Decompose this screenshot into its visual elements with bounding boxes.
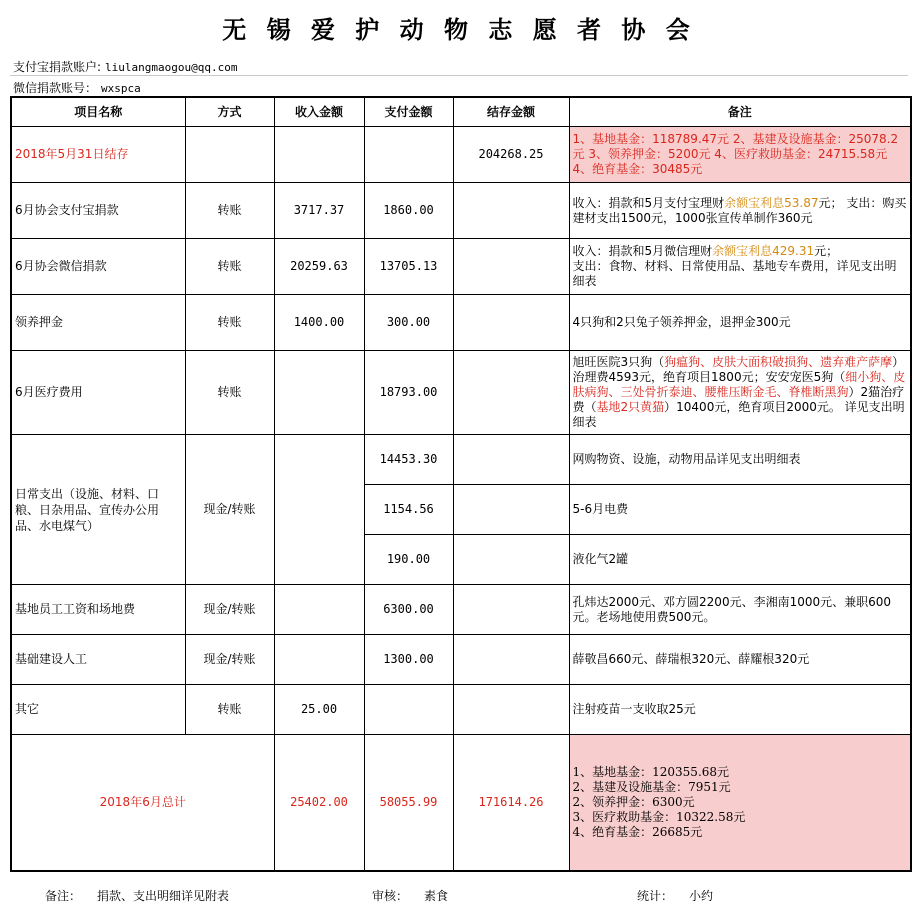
row-expense: 13705.13	[364, 239, 453, 295]
row-note: 5-6月电费	[569, 485, 911, 535]
row-income: 25.00	[274, 685, 364, 735]
row-method: 转账	[185, 239, 274, 295]
header-method: 方式	[185, 97, 274, 127]
row-expense	[364, 685, 453, 735]
row-note: 薛敬昌660元、薛瑞根320元、薛耀根320元	[569, 635, 911, 685]
row-balance	[453, 535, 569, 585]
page-title: 无 锡 爱 护 动 物 志 愿 者 协 会	[222, 15, 696, 44]
row-expense: 300.00	[364, 295, 453, 351]
row-income: 3717.37	[274, 183, 364, 239]
row-name: 领养押金	[11, 295, 185, 351]
footer-note-label: 备注：	[45, 889, 82, 903]
row-balance	[453, 485, 569, 535]
row-name: 其它	[11, 685, 185, 735]
note-text: 收入：捐款和5月微信理财	[572, 244, 713, 258]
header-note: 备注	[569, 97, 911, 127]
note-highlight: 细小狗、皮肤病狗、三处骨折泰迪、腰椎压断金毛、脊椎断黑狗	[572, 370, 906, 399]
row-expense: 1860.00	[364, 183, 453, 239]
finance-table	[10, 96, 912, 872]
row-method	[185, 127, 274, 183]
row-name: 基地员工工资和场地费	[11, 585, 185, 635]
row-expense: 1154.56	[364, 485, 453, 535]
row-balance	[453, 685, 569, 735]
row-method: 转账	[185, 351, 274, 435]
row-expense: 14453.30	[364, 435, 453, 485]
row-name: 6月医疗费用	[11, 351, 185, 435]
row-note: 网购物资、设施，动物用品详见支出明细表	[569, 435, 911, 485]
footer-audit-value: 素食	[424, 889, 449, 903]
footer-audit	[372, 887, 448, 904]
footer-note-value: 捐款、支出明细详见附表	[97, 889, 230, 903]
note-text: 旭旺医院3只狗（	[572, 355, 665, 369]
row-income: 1400.00	[274, 295, 364, 351]
note-highlight: 狗瘟狗、皮肤大面积破损狗、遗弃难产萨摩	[664, 355, 893, 369]
row-income	[274, 351, 364, 435]
row-income	[274, 127, 364, 183]
footer-note	[45, 887, 229, 904]
row-note: 1、基地基金：118789.47元 2、基建及设施基金：25078.2元 3、领养押金：5200元 4、医疗救助基金：24715.58元 4、绝育基金：30485元	[569, 127, 911, 183]
row-name: 2018年5月31日结存	[11, 127, 185, 183]
summary-expense: 58055.99	[364, 735, 453, 871]
row-income	[274, 435, 364, 585]
row-expense	[364, 127, 453, 183]
row-method: 转账	[185, 685, 274, 735]
wechat-account	[13, 79, 141, 96]
row-name: 日常支出（设施、材料、口粮、日杂用品、宣传办公用品、水电煤气）	[11, 435, 185, 585]
row-method: 转账	[185, 183, 274, 239]
summary-name: 2018年6月总计	[11, 735, 274, 871]
header-balance: 结存金额	[453, 97, 569, 127]
table-row	[11, 585, 911, 635]
row-note	[569, 351, 911, 435]
row-expense: 1300.00	[364, 635, 453, 685]
row-expense: 6300.00	[364, 585, 453, 635]
row-note: 液化气2罐	[569, 535, 911, 585]
row-method: 现金/转账	[185, 585, 274, 635]
row-balance	[453, 239, 569, 295]
row-note: 注射疫苗一支收取25元	[569, 685, 911, 735]
row-name: 6月协会支付宝捐款	[11, 183, 185, 239]
row-method: 转账	[185, 295, 274, 351]
alipay-value: liulangmaogou@qq.com	[105, 61, 238, 74]
header-income: 收入金额	[274, 97, 364, 127]
row-method: 现金/转账	[185, 635, 274, 685]
table-row	[11, 295, 911, 351]
row-name: 6月协会微信捐款	[11, 239, 185, 295]
header-expense: 支付金额	[364, 97, 453, 127]
note-text: 收入：捐款和5月支付宝理财	[572, 195, 725, 210]
row-balance	[453, 295, 569, 351]
row-balance	[453, 585, 569, 635]
table-row	[11, 351, 911, 435]
table-row	[11, 239, 911, 295]
footer-stat-label: 统计：	[637, 889, 674, 903]
row-balance	[453, 183, 569, 239]
footer-stat	[637, 887, 713, 904]
table-row	[11, 635, 911, 685]
summary-line: 3、医疗救助基金：10322.58元	[572, 809, 746, 824]
row-note: 孔炜达2000元、邓方圆2200元、李湘南1000元、兼职600元。老场地使用费500元。	[569, 585, 911, 635]
row-note	[569, 239, 911, 295]
summary-note	[569, 735, 911, 871]
footer-stat-value: 小约	[689, 889, 714, 903]
note-highlight: 基地2只黄猫	[596, 400, 665, 414]
row-method: 现金/转账	[185, 435, 274, 585]
summary-line: 2、基建及设施基金：7951元	[572, 779, 731, 794]
note-highlight: 余额宝利息429.31	[712, 244, 815, 258]
note-text: ）治理费4593元，绝育项目1800元；安安宠医5狗（	[572, 355, 905, 384]
row-income: 20259.63	[274, 239, 364, 295]
table-row	[11, 127, 911, 183]
header-item: 项目名称	[11, 97, 185, 127]
summary-line: 1、基地基金：120355.68元	[572, 764, 730, 779]
summary-line: 2、领养押金：6300元	[572, 794, 695, 809]
note-highlight: 余额宝利息53.87	[724, 195, 819, 210]
row-name: 基础建设人工	[11, 635, 185, 685]
header-row	[11, 97, 911, 127]
row-note: 4只狗和2只兔子领养押金，退押金300元	[569, 295, 911, 351]
alipay-account	[13, 58, 238, 75]
table-row	[11, 685, 911, 735]
row-expense: 18793.00	[364, 351, 453, 435]
row-income	[274, 635, 364, 685]
alipay-label: 支付宝捐款账户:	[13, 60, 102, 74]
row-note	[569, 183, 911, 239]
row-balance	[453, 351, 569, 435]
summary-income: 25402.00	[274, 735, 364, 871]
summary-balance: 171614.26	[453, 735, 569, 871]
divider	[10, 75, 908, 76]
summary-line: 4、绝育基金：26685元	[572, 824, 703, 839]
summary-row	[11, 735, 911, 871]
row-balance	[453, 435, 569, 485]
note-text: 支出：食物、材料、日常使用品、基地专车费用，详见支出明细表	[572, 259, 897, 288]
wechat-value: wxspca	[101, 82, 141, 95]
wechat-label: 微信捐款账号：	[13, 81, 98, 95]
row-income	[274, 585, 364, 635]
note-text: ）2猫治疗费（	[572, 385, 905, 414]
table-row	[11, 183, 911, 239]
note-text: ）10400元，绝育项目2000元。 详见支出明细表	[572, 400, 905, 429]
table-row	[11, 435, 911, 485]
row-expense: 190.00	[364, 535, 453, 585]
note-text: 元；	[814, 244, 839, 258]
footer-audit-label: 审核：	[372, 889, 409, 903]
row-balance	[453, 635, 569, 685]
row-balance: 204268.25	[453, 127, 569, 183]
note-text: 元； 支出：购买建材支出1500元，1000张宣传单制作360元	[572, 195, 907, 225]
